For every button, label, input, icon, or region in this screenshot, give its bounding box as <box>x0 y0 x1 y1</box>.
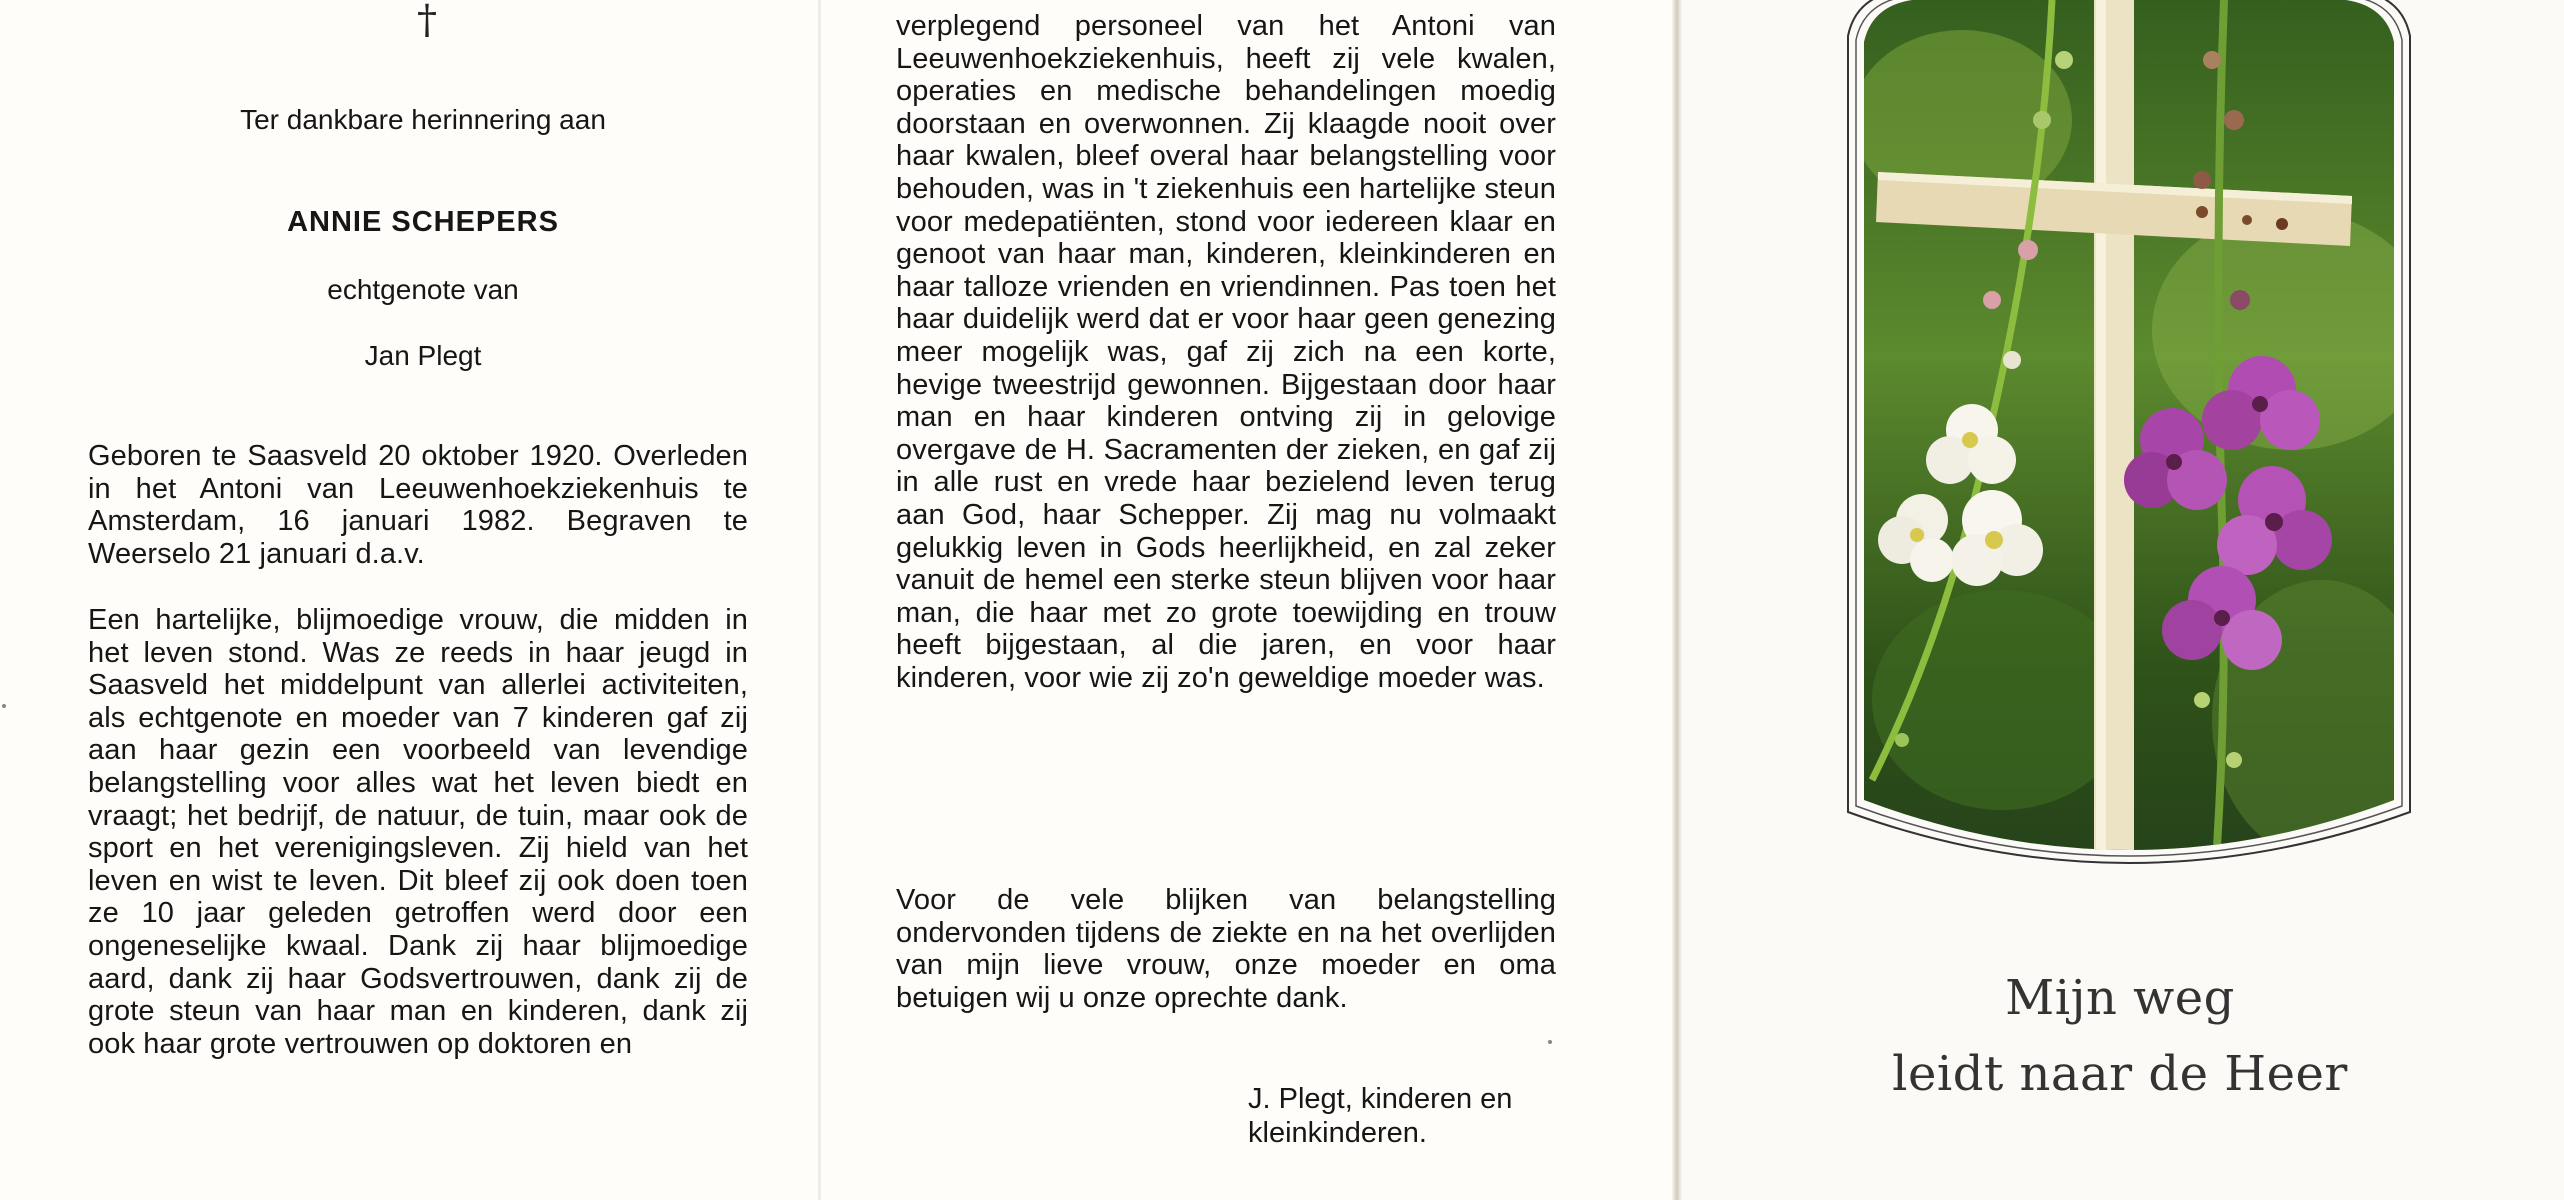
white-petal <box>1910 538 1954 582</box>
memorial-text-part2: verplegend personeel van het Antoni van Leeuwenhoekziekenhuis, heeft zij vele kwalen, operaties en medische behandelingen moedig doorstaan en overwonnen. Zij klaagde nooit over haar kwalen, bleef overal haar belangstelling voor behouden, was in 't ziekenhuis een hartelijke steun voor medepatiënten, stond voor iedereen klaar en genoot van haar man, kinderen, kleinkinderen en haar talloze vrienden en vriendinnen. Pas toen het haar duidelijk werd dat er voor haar geen genezing meer mogelijk was, gaf zij zich na een korte, hevige tweestrijd gewonnen. Bijgestaan door haar man en haar kinderen ontving zij in gelovige overgave de H. Sacramenten der zieken, en gaf zij in alle rust en vrede haar bezielend leven terug aan God, haar Schepper. Zij mag nu volmaakt gelukkig leven in Gods heerlijkheid, en zal zeker vanuit de hemel een sterke steun blijven voor haar man, die haar met zo grote toewijding en trouw heeft bijgestaan, al die jaren, en voor haar kinderen, voor wie zij zo'n geweldige moeder was. <box>896 10 1556 694</box>
flower-bud <box>2203 51 2221 69</box>
cross-flowers-photo <box>1842 0 2416 892</box>
flower-center <box>1985 531 2003 549</box>
flower-bud <box>1983 291 2001 309</box>
fold-line <box>1672 0 1682 1200</box>
spouse-name: Jan Plegt <box>364 340 482 371</box>
flower-center <box>2252 396 2268 412</box>
flower-bud <box>2033 111 2051 129</box>
flower-bud <box>1895 733 1909 747</box>
cover-caption-line1: Mijn weg <box>2005 970 2235 1026</box>
cover-caption-line2: leidt naar de Heer <box>1892 1046 2348 1102</box>
cross-highlight <box>2096 0 2106 892</box>
flower-center <box>2166 454 2182 470</box>
birth-death-text: Geboren te Saasveld 20 oktober 1920. Overleden in het Antoni van Leeuwenhoekziekenhuis te Amsterdam, 16 januari 1982. Begraven te Weerselo 21 januari d.a.v. <box>88 440 748 570</box>
purple-petal <box>2202 390 2262 450</box>
flower-bud <box>2194 692 2210 708</box>
signature-line: kleinkinderen. <box>1248 1117 1427 1149</box>
seed-pod <box>2276 218 2288 230</box>
paper-speck <box>2 704 6 708</box>
intro-text: Ter dankbare herinnering aan <box>240 104 606 135</box>
flower-center <box>2265 513 2283 531</box>
purple-petal <box>2222 610 2282 670</box>
purple-petal <box>2260 390 2320 450</box>
seed-pod <box>2242 215 2252 225</box>
flower-center <box>2214 610 2230 626</box>
paper-speck <box>1548 1040 1552 1044</box>
fold-line <box>818 0 821 1200</box>
seed-pod <box>2196 206 2208 218</box>
flower-bud <box>2193 171 2211 189</box>
signature-line: J. Plegt, kinderen en <box>1248 1083 1513 1115</box>
cross-icon: † <box>417 0 437 43</box>
spouse-label: echtgenote van <box>327 274 519 305</box>
deceased-name: ANNIE SCHEPERS <box>287 206 559 238</box>
flower-bud <box>2230 290 2250 310</box>
flower-center <box>1962 432 1978 448</box>
flower-bud <box>2055 51 2073 69</box>
thanks-text: Voor de vele blijken van belangstelling ondervonden tijdens de ziekte en na het overlijden van mijn lieve vrouw, onze moeder en oma betuigen wij u onze oprechte dank. <box>896 884 1556 1014</box>
flower-bud <box>2018 240 2038 260</box>
memorial-text-part1: Een hartelijke, blijmoedige vrouw, die midden in het leven stond. Was ze reeds in haar jeugd in Saasveld het middelpunt van allerlei activiteiten, als echtgenote en moeder van 7 kinderen gaf zij aan haar gezin een voorbeeld van levendige belangstelling voor alles wat het leven biedt en vraagt; het bedrijf, de natuur, de tuin, maar ook de sport en het verenigingsleven. Zij hield van het leven en wist te leven. Dit bleef zij ook doen toen ze 10 jaar geleden getroffen werd door een ongeneselijke kwaal. Dank zij haar blijmoedige aard, dank zij haar Godsvertrouwen, dank zij de grote steun van haar man en kinderen, dank zij ook haar grote vertrouwen op doktoren en <box>88 604 748 1060</box>
purple-petal <box>2162 600 2222 660</box>
flower-bud <box>2226 752 2242 768</box>
flower-bud <box>2003 351 2021 369</box>
flower-center <box>1910 528 1924 542</box>
signature <box>1248 1082 1568 1150</box>
flower-bud <box>2224 110 2244 130</box>
